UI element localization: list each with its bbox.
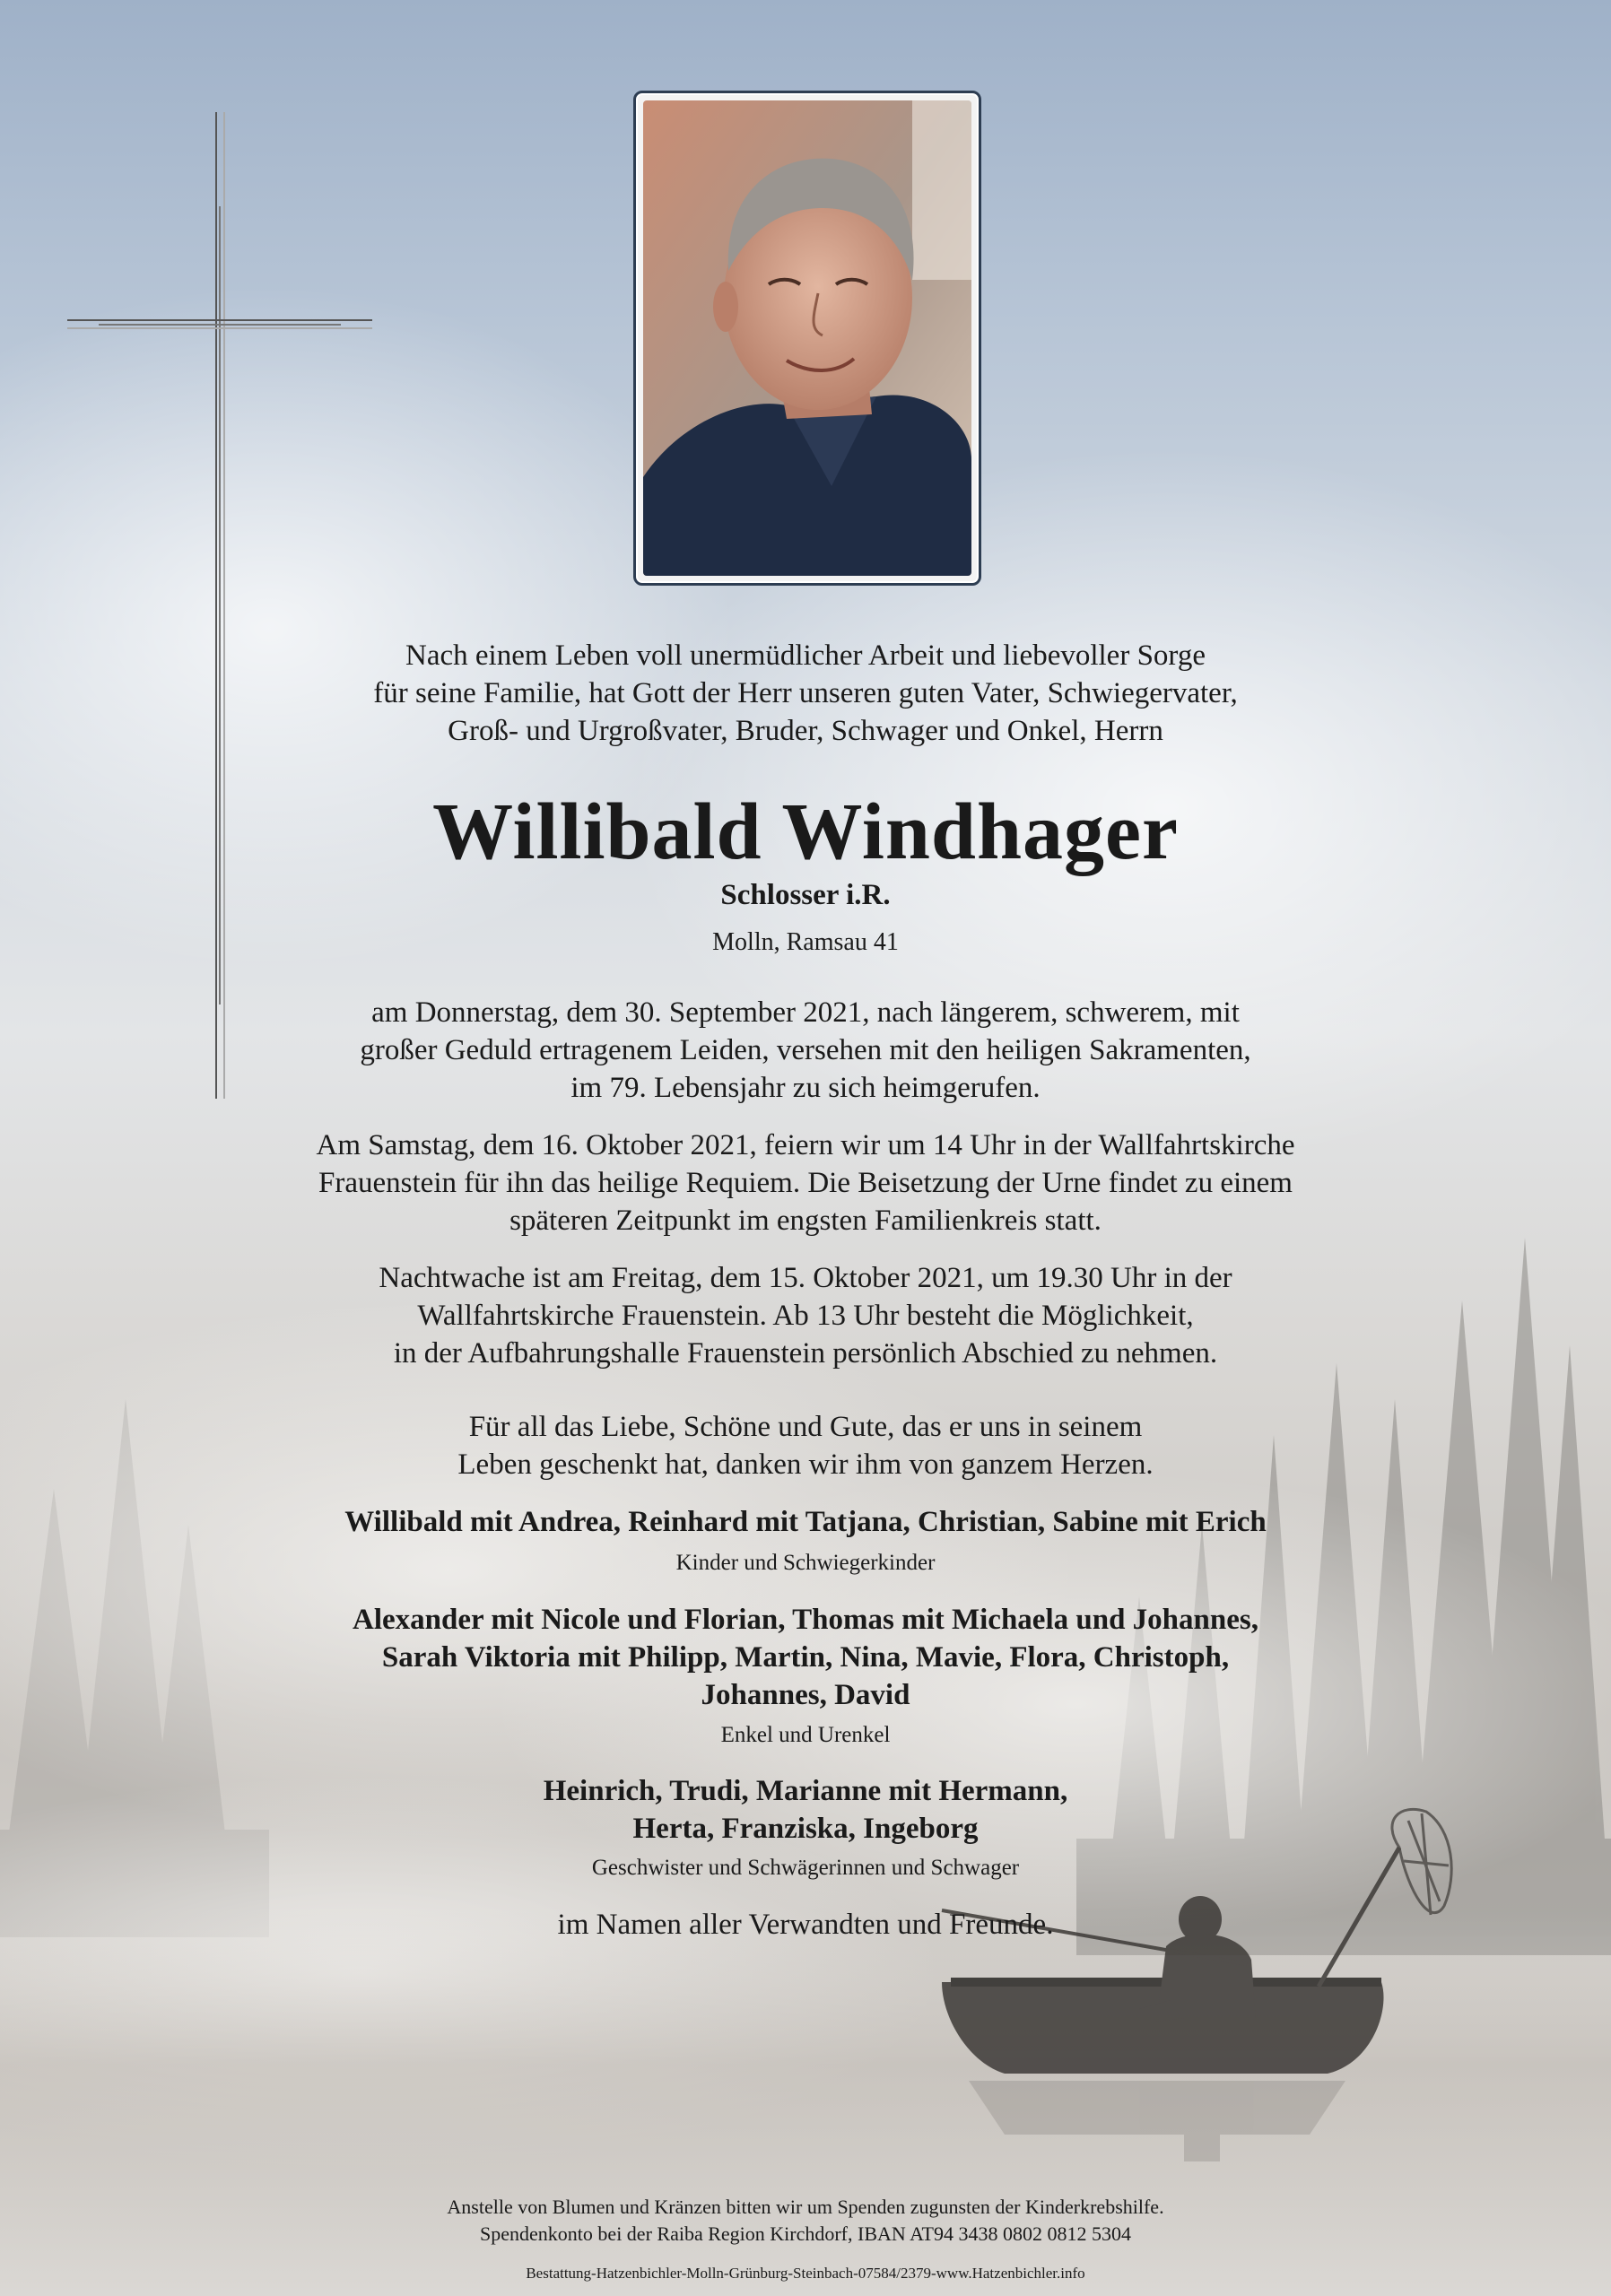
- death-text: [0, 994, 1611, 1107]
- mourners-children: [0, 1503, 1611, 1541]
- death-line: großer Geduld ertragenem Leiden, versehen mit den heiligen Sakramenten,: [360, 1034, 1251, 1066]
- portrait-frame: [633, 91, 981, 586]
- death-line: am Donnerstag, dem 30. September 2021, nach längerem, schwerem, mit: [371, 996, 1240, 1029]
- donation-note: [0, 2194, 1611, 2248]
- thanks-line: Für all das Liebe, Schöne und Gute, das er uns in seinem: [468, 1411, 1143, 1443]
- closing-text: im Namen aller Verwandten und Freunde.: [557, 1909, 1054, 1941]
- thanks-text: [0, 1408, 1611, 1483]
- death-line: im 79. Lebensjahr zu sich heimgerufen.: [570, 1072, 1041, 1104]
- mourner-names: Willibald mit Andrea, Reinhard mit Tatjana, Christian, Sabine mit Erich: [344, 1506, 1267, 1538]
- deceased-address: Molln, Ramsau 41: [712, 928, 899, 956]
- intro-line: Groß- und Urgroßvater, Bruder, Schwager und Onkel, Herrn: [448, 715, 1163, 747]
- intro-text: [0, 637, 1611, 750]
- mourner-names: Sarah Viktoria mit Philipp, Martin, Nina, Mavie, Flora, Christoph,: [381, 1641, 1230, 1674]
- portrait-image: [643, 100, 971, 576]
- mourners-siblings-relation: Geschwister und Schwägerinnen und Schwager: [591, 1856, 1020, 1880]
- requiem-text: [0, 1126, 1611, 1239]
- intro-line: für seine Familie, hat Gott der Herr unseren guten Vater, Schwiegervater,: [373, 677, 1238, 709]
- thanks-line: Leben geschenkt hat, danken wir ihm von ganzem Herzen.: [457, 1448, 1154, 1481]
- vigil-line: Wallfahrtskirche Frauenstein. Ab 13 Uhr besteht die Möglichkeit,: [417, 1300, 1194, 1332]
- mourner-names: Johannes, David: [701, 1679, 910, 1711]
- intro-line: Nach einem Leben voll unermüdlicher Arbeit und liebevoller Sorge: [405, 639, 1206, 672]
- requiem-line: Frauenstein für ihn das heilige Requiem. Die Beisetzung der Urne findet zu einem: [318, 1167, 1293, 1199]
- portrait-photo: [643, 100, 971, 576]
- funeral-home-footer: Bestattung-Hatzenbichler-Molln-Grünburg-Steinbach-07584/2379-www.Hatzenbichler.info: [526, 2265, 1085, 2282]
- requiem-line: Am Samstag, dem 16. Oktober 2021, feiern wir um 14 Uhr in der Wallfahrtskirche: [316, 1129, 1295, 1161]
- deceased-profession: Schlosser i.R.: [720, 879, 891, 911]
- deceased-name: Willibald Windhager: [432, 787, 1179, 876]
- mourners-grandchildren: [0, 1601, 1611, 1714]
- mourners-siblings: [0, 1772, 1611, 1848]
- donation-line: Spendenkonto bei der Raiba Region Kirchdorf, IBAN AT94 3438 0802 0812 5304: [480, 2222, 1131, 2245]
- mourner-names: Alexander mit Nicole und Florian, Thomas mit Michaela und Johannes,: [353, 1604, 1258, 1636]
- requiem-line: späteren Zeitpunkt im engsten Familienkreis statt.: [509, 1205, 1102, 1237]
- mourners-children-relation: Kinder und Schwiegerkinder: [675, 1551, 936, 1575]
- donation-line: Anstelle von Blumen und Kränzen bitten wir um Spenden zugunsten der Kinderkrebshilfe.: [447, 2196, 1164, 2218]
- mourner-names: Heinrich, Trudi, Marianne mit Hermann,: [543, 1775, 1068, 1807]
- mourner-names: Herta, Franziska, Ingeborg: [632, 1813, 979, 1845]
- mourners-grandchildren-relation: Enkel und Urenkel: [720, 1723, 891, 1747]
- vigil-text: [0, 1259, 1611, 1372]
- vigil-line: Nachtwache ist am Freitag, dem 15. Oktober 2021, um 19.30 Uhr in der: [379, 1262, 1232, 1294]
- vigil-line: in der Aufbahrungshalle Frauenstein persönlich Abschied zu nehmen.: [393, 1337, 1218, 1370]
